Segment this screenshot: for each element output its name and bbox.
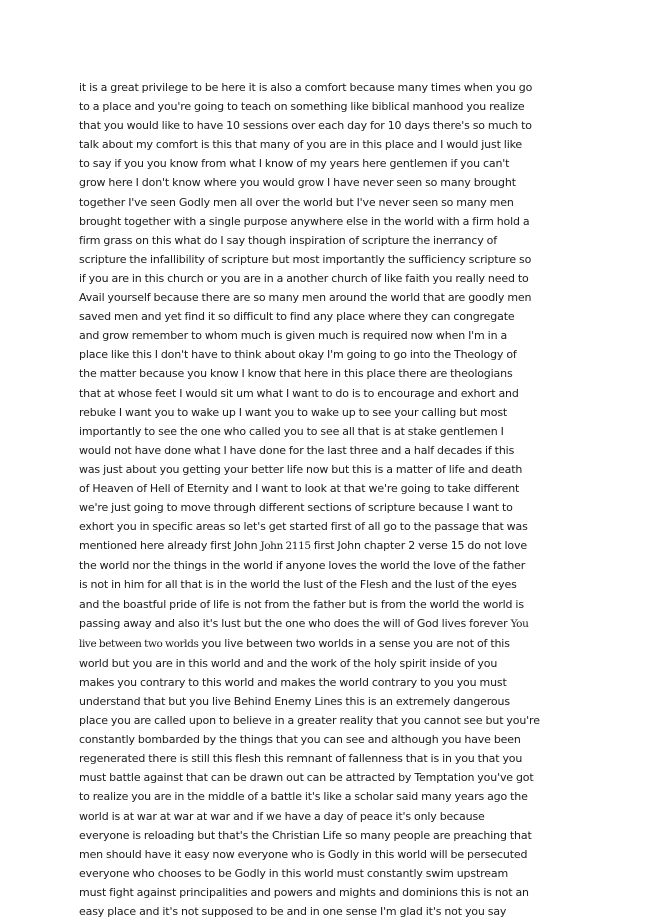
- serif-phrase: You: [510, 617, 529, 630]
- text-line: the matter because you know I know that here in this place there are theologians: [79, 367, 513, 381]
- scripture-reference: John 2115: [260, 540, 311, 553]
- text-line: Avail yourself because there are so many men around the world that are goodly men: [79, 291, 532, 305]
- text-segment: first John chapter 2 verse 15 do not love: [310, 539, 527, 553]
- text-line: must battle against that can be drawn out can be attracted by Temptation you've got: [79, 771, 534, 785]
- text-line: place like this I don't have to think about okay I'm going to go into the Theology of: [79, 348, 517, 362]
- text-line: would not have done what I have done for the last three and a half decades if this: [79, 443, 515, 457]
- text-line: makes you contrary to this world and makes the world contrary to you you must: [79, 675, 507, 689]
- text-line: scripture the infallibility of scripture but most importantly the sufficiency scripture so: [79, 252, 532, 266]
- text-line: place you are called upon to believe in a greater reality that you cannot see but you're: [79, 714, 540, 728]
- text-line: importantly to see the one who called you to see all that is at stake gentlemen I: [79, 424, 504, 438]
- text-line: easy place and it's not supposed to be and in one sense I'm glad it's not you say: [79, 905, 507, 919]
- text-line: and grow remember to whom much is given much is required now when I'm in a: [79, 329, 508, 343]
- text-line: everyone is reloading but that's the Christian Life so many people are preaching that: [79, 828, 532, 842]
- text-segment: mentioned here already first John: [79, 539, 261, 553]
- text-line: rebuke I want you to wake up I want you to wake up to see your calling but most: [79, 405, 508, 419]
- transcript-text: [79, 78, 579, 921]
- text-line: that at whose feet I would sit um what I want to do is to encourage and exhort and: [79, 386, 519, 400]
- text-segment: passing away and also it's lust but the one who does the will of God lives forever: [79, 616, 511, 630]
- text-line: and the boastful pride of life is not from the father but is from the world the world is: [79, 597, 524, 611]
- text-line: grow here I don't know where you would grow I have never seen so many brought: [79, 176, 516, 190]
- text-line: world but you are in this world and and the work of the holy spirit inside of you: [79, 656, 498, 670]
- text-line: to say if you you know from what I know of my years here gentlemen if you can't: [79, 157, 510, 171]
- text-line: it is a great privilege to be here it is also a comfort because many times when you go: [79, 81, 533, 94]
- text-line: is not in him for all that is in the world the lust of the Flesh and the lust of the eyes: [79, 578, 517, 592]
- text-line: to realize you are in the middle of a battle it's like a scholar said many years ago the: [79, 790, 528, 804]
- text-line: [79, 536, 579, 556]
- text-line: world is at war at war at war and if we have a day of peace it's only because: [79, 809, 485, 823]
- text-line: firm grass on this what do I say though inspiration of scripture the inerrancy of: [79, 233, 497, 247]
- serif-phrase: live between two worlds: [79, 637, 199, 650]
- text-line: we're just going to move through different sections of scripture because I want to: [79, 501, 513, 515]
- text-line: [79, 614, 579, 634]
- text-line: everyone who chooses to be Godly in this world must constantly swim upstream: [79, 866, 509, 880]
- text-line: if you are in this church or you are in a another church of like faith you really need to: [79, 271, 529, 285]
- text-line: [79, 634, 579, 654]
- text-line: saved men and yet find it so difficult to find any place where they can congregate: [79, 310, 515, 324]
- text-line: was just about you getting your better life now but this is a matter of life and death: [79, 462, 523, 476]
- text-line: of Heaven of Hell of Eternity and I want to look at that we're going to take different: [79, 481, 520, 495]
- text-line: talk about my comfort is this that many of you are in this place and I would just like: [79, 138, 523, 152]
- text-line: brought together with a single purpose anywhere else in the world with a firm hold a: [79, 214, 530, 228]
- text-line: men should have it easy now everyone who is Godly in this world will be persecuted: [79, 847, 528, 861]
- text-line: exhort you in specific areas so let's get started first of all go to the passage that was: [79, 520, 528, 534]
- text-line: that you would like to have 10 sessions over each day for 10 days there's so much to: [79, 119, 532, 133]
- text-line: the world nor the things in the world if anyone loves the world the love of the father: [79, 559, 526, 573]
- text-segment: you live between two worlds in a sense you are not of this: [198, 636, 510, 650]
- text-line: together I've seen Godly men all over the world but I've never seen so many men: [79, 195, 514, 209]
- text-line: to a place and you're going to teach on something like biblical manhood you realize: [79, 100, 525, 114]
- text-line: must fight against principalities and powers and mights and dominions this is not an: [79, 885, 529, 899]
- text-line: constantly bombarded by the things that you can see and although you have been: [79, 733, 521, 747]
- text-line: regenerated there is still this flesh this remnant of fallenness that is in you that you: [79, 752, 523, 766]
- text-line: understand that but you live Behind Enemy Lines this is an extremely dangerous: [79, 695, 510, 708]
